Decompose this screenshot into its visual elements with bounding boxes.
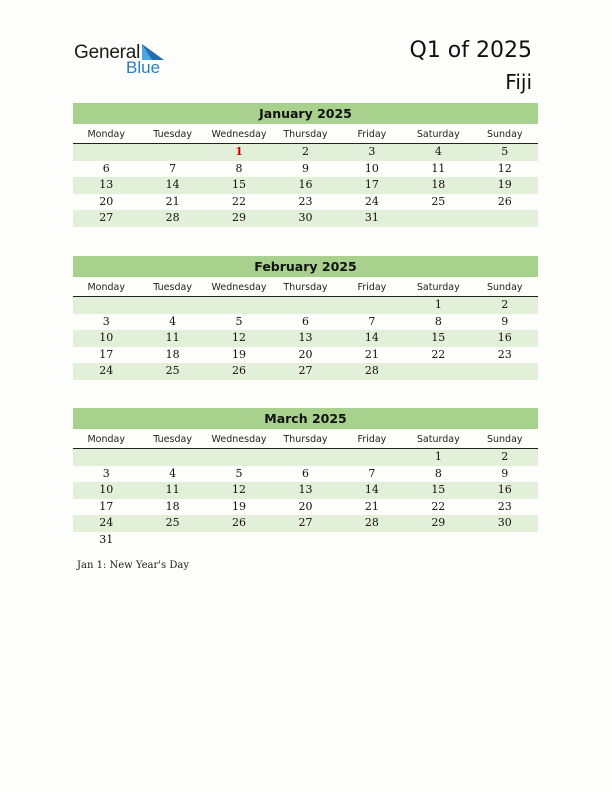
day-cell: 31 xyxy=(364,211,379,224)
empty-day-cell xyxy=(472,532,538,549)
holiday-note: Jan 1: New Year's Day xyxy=(77,560,189,571)
week-row xyxy=(73,144,538,161)
day-cell: 26 xyxy=(497,194,512,208)
weekday-label: Sunday xyxy=(486,129,523,140)
day-cell: 21 xyxy=(364,499,379,513)
day-cell: 2 xyxy=(301,145,309,158)
day-cell: 18 xyxy=(165,499,180,513)
empty-day-cell xyxy=(139,532,205,549)
day-cell: 28 xyxy=(364,364,379,377)
day-cell: 14 xyxy=(364,331,379,344)
day-cell: 8 xyxy=(434,466,442,480)
day-cell: 24 xyxy=(364,194,379,208)
week-row xyxy=(73,314,538,331)
weekday-label: Friday xyxy=(357,129,387,140)
weekday-label: Sunday xyxy=(486,282,523,293)
week-row xyxy=(73,482,538,499)
day-cell: 15 xyxy=(431,483,446,496)
generalblue-logo xyxy=(74,42,174,78)
day-cell: 20 xyxy=(298,499,313,513)
week-row xyxy=(73,161,538,178)
day-cell: 12 xyxy=(497,161,512,175)
day-cell: 15 xyxy=(232,178,247,191)
day-cell: 2 xyxy=(501,298,509,311)
weekday-label: Tuesday xyxy=(153,282,192,293)
day-cell: 18 xyxy=(165,347,180,361)
weekday-label: Thursday xyxy=(283,129,328,140)
day-cell: 6 xyxy=(102,161,110,175)
week-row xyxy=(73,466,538,483)
day-cell: 1 xyxy=(235,145,243,158)
day-cell: 25 xyxy=(165,364,180,377)
empty-day-cell xyxy=(405,363,471,380)
day-cell: 16 xyxy=(497,331,512,344)
day-cell: 2 xyxy=(501,450,509,463)
day-cell: 23 xyxy=(497,499,512,513)
week-row xyxy=(73,194,538,211)
day-cell: 27 xyxy=(99,211,114,224)
weekday-label: Friday xyxy=(357,282,387,293)
empty-day-cell xyxy=(339,449,405,466)
day-cell: 6 xyxy=(301,466,309,480)
day-cell: 1 xyxy=(434,450,442,463)
day-cell: 7 xyxy=(169,161,177,175)
month-calendar-january xyxy=(73,103,538,227)
day-cell: 11 xyxy=(431,161,446,175)
weekday-label: Thursday xyxy=(283,434,328,445)
weekday-label: Sunday xyxy=(486,434,523,445)
day-cell: 14 xyxy=(165,178,180,191)
day-cell: 16 xyxy=(497,483,512,496)
day-cell: 27 xyxy=(298,516,313,529)
logo-text-blue: Blue xyxy=(126,58,161,77)
empty-day-cell xyxy=(405,210,471,227)
day-cell: 13 xyxy=(99,178,114,191)
empty-day-cell xyxy=(206,449,272,466)
day-cell: 5 xyxy=(501,145,509,158)
day-cell: 24 xyxy=(99,364,114,377)
day-cell: 28 xyxy=(364,516,379,529)
weeks-container xyxy=(73,449,538,548)
empty-day-cell xyxy=(139,297,205,314)
day-cell: 13 xyxy=(298,331,313,344)
empty-day-cell xyxy=(139,144,205,161)
day-cell: 31 xyxy=(99,532,114,546)
empty-day-cell xyxy=(339,297,405,314)
empty-day-cell xyxy=(472,210,538,227)
weekday-label: Wednesday xyxy=(211,282,267,293)
weekday-label: Friday xyxy=(357,434,387,445)
page-title: Q1 of 2025 xyxy=(409,38,532,63)
weekday-label: Monday xyxy=(87,282,125,293)
day-cell: 22 xyxy=(431,347,446,361)
weekday-label: Thursday xyxy=(283,282,328,293)
day-cell: 12 xyxy=(232,483,247,496)
day-cell: 20 xyxy=(298,347,313,361)
week-row xyxy=(73,449,538,466)
empty-day-cell xyxy=(73,144,139,161)
day-cell: 25 xyxy=(165,516,180,529)
weekday-label: Wednesday xyxy=(211,434,267,445)
weekday-label: Wednesday xyxy=(211,129,267,140)
day-cell: 17 xyxy=(99,499,114,513)
day-cell: 20 xyxy=(99,194,114,208)
day-cell: 17 xyxy=(99,347,114,361)
week-row xyxy=(73,210,538,227)
day-cell: 23 xyxy=(298,194,313,208)
empty-day-cell xyxy=(73,297,139,314)
day-cell: 9 xyxy=(301,161,309,175)
week-row xyxy=(73,363,538,380)
day-cell: 22 xyxy=(232,194,247,208)
weekday-label: Saturday xyxy=(416,129,460,140)
day-cell: 26 xyxy=(232,364,247,377)
empty-day-cell xyxy=(272,297,338,314)
day-cell: 28 xyxy=(165,211,180,224)
day-cell: 11 xyxy=(165,331,180,344)
weekday-label: Saturday xyxy=(416,282,460,293)
day-cell: 24 xyxy=(99,516,114,529)
weekday-label: Monday xyxy=(87,434,125,445)
month-calendar-february xyxy=(73,256,538,380)
month-calendar-march xyxy=(73,408,538,548)
day-cell: 4 xyxy=(434,145,442,158)
empty-day-cell xyxy=(339,532,405,549)
day-cell: 3 xyxy=(368,145,376,158)
day-cell: 10 xyxy=(99,483,114,496)
country-name: Fiji xyxy=(505,70,532,94)
day-cell: 17 xyxy=(364,178,379,191)
day-cell: 23 xyxy=(497,347,512,361)
weekday-label: Saturday xyxy=(416,434,460,445)
day-cell: 19 xyxy=(497,178,512,191)
day-cell: 27 xyxy=(298,364,313,377)
day-cell: 14 xyxy=(364,483,379,496)
day-cell: 30 xyxy=(497,516,512,529)
day-cell: 3 xyxy=(102,466,110,480)
logo-text-general: General xyxy=(74,42,141,63)
weekday-header-row xyxy=(73,279,538,297)
day-cell: 21 xyxy=(364,347,379,361)
weekday-header-row xyxy=(73,431,538,449)
weekday-label: Tuesday xyxy=(153,129,192,140)
week-row xyxy=(73,297,538,314)
week-row xyxy=(73,347,538,364)
day-cell: 29 xyxy=(232,211,247,224)
day-cell: 5 xyxy=(235,314,243,328)
day-cell: 3 xyxy=(102,314,110,328)
day-cell: 30 xyxy=(298,211,313,224)
day-cell: 19 xyxy=(232,499,247,513)
day-cell: 8 xyxy=(434,314,442,328)
day-cell: 9 xyxy=(501,466,509,480)
day-cell: 8 xyxy=(235,161,243,175)
day-cell: 13 xyxy=(298,483,313,496)
empty-day-cell xyxy=(73,449,139,466)
day-cell: 18 xyxy=(431,178,446,191)
day-cell: 29 xyxy=(431,516,446,529)
day-cell: 19 xyxy=(232,347,247,361)
empty-day-cell xyxy=(272,449,338,466)
day-cell: 26 xyxy=(232,516,247,529)
day-cell: 15 xyxy=(431,331,446,344)
empty-day-cell xyxy=(272,532,338,549)
day-cell: 16 xyxy=(298,178,313,191)
day-cell: 10 xyxy=(364,161,379,175)
month-title: February 2025 xyxy=(73,256,538,277)
empty-day-cell xyxy=(472,363,538,380)
empty-day-cell xyxy=(206,297,272,314)
day-cell: 22 xyxy=(431,499,446,513)
day-cell: 10 xyxy=(99,331,114,344)
weekday-label: Monday xyxy=(87,129,125,140)
day-cell: 4 xyxy=(169,314,177,328)
week-row xyxy=(73,499,538,516)
week-row xyxy=(73,177,538,194)
day-cell: 1 xyxy=(434,298,442,311)
empty-day-cell xyxy=(139,449,205,466)
weekday-label: Tuesday xyxy=(153,434,192,445)
day-cell: 7 xyxy=(368,314,376,328)
empty-day-cell xyxy=(206,532,272,549)
month-title: March 2025 xyxy=(73,408,538,429)
day-cell: 5 xyxy=(235,466,243,480)
weeks-container xyxy=(73,144,538,227)
day-cell: 21 xyxy=(165,194,180,208)
weeks-container xyxy=(73,297,538,380)
weekday-header-row xyxy=(73,126,538,144)
empty-day-cell xyxy=(405,532,471,549)
day-cell: 9 xyxy=(501,314,509,328)
day-cell: 11 xyxy=(165,483,180,496)
week-row xyxy=(73,532,538,549)
week-row xyxy=(73,330,538,347)
day-cell: 25 xyxy=(431,194,446,208)
day-cell: 4 xyxy=(169,466,177,480)
month-title: January 2025 xyxy=(73,103,538,124)
day-cell: 7 xyxy=(368,466,376,480)
day-cell: 6 xyxy=(301,314,309,328)
day-cell: 12 xyxy=(232,331,247,344)
week-row xyxy=(73,515,538,532)
